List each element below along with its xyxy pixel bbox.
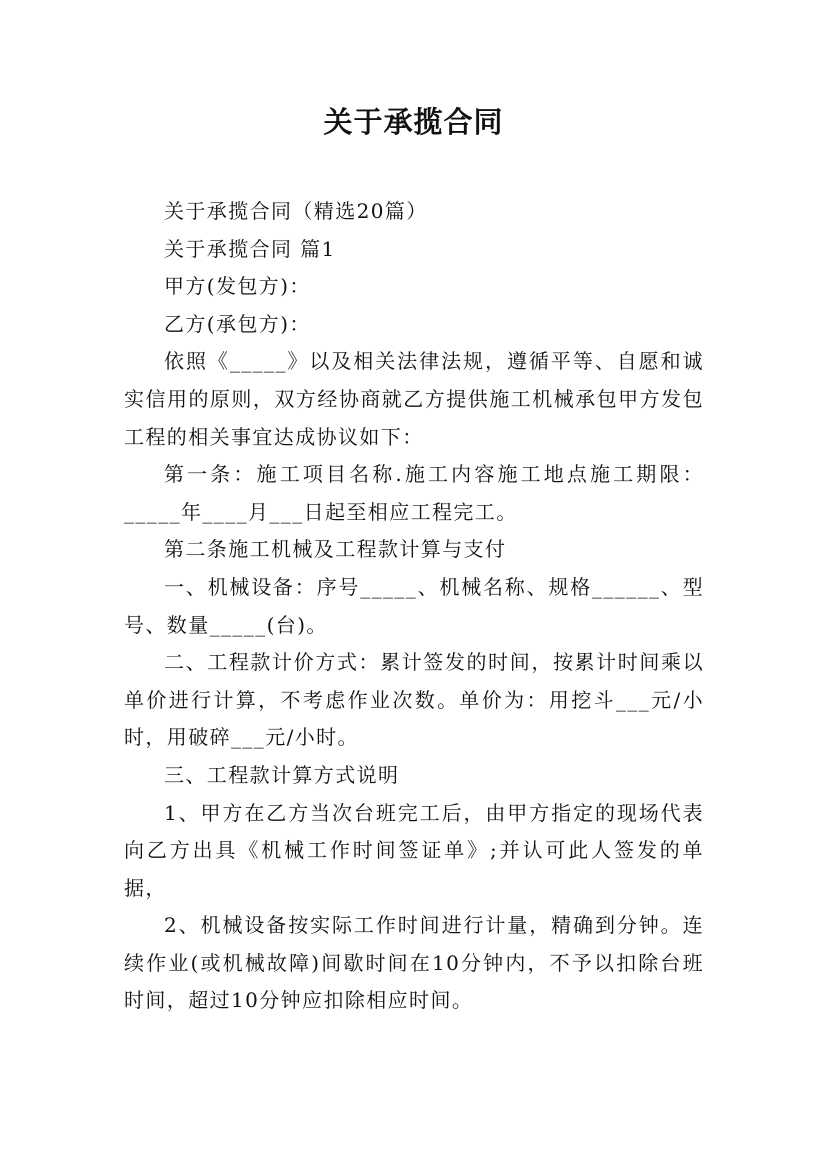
- paragraph-preamble: 依照《_____》以及相关法律法规，遵循平等、自愿和诚实信用的原则，双方经协商就乙方提供施工机械承包甲方发包工程的相关事宜达成协议如下：: [124, 349, 704, 449]
- paragraph-section-heading: 关于承揽合同 篇1: [164, 236, 336, 261]
- paragraph-item-3: 三、工程款计算方式说明: [164, 762, 400, 787]
- paragraph-clause-1: 1、甲方在乙方当次台班完工后，由甲方指定的现场代表向乙方出具《机械工作时间签证单》;并认可此人签发的单据，: [124, 800, 704, 900]
- paragraph-item-1: 一、机械设备：序号_____、机械名称、规格______、型号、数量_____(台)。: [124, 574, 704, 637]
- paragraph-clause-2: 2、机械设备按实际工作时间进行计量，精确到分钟。连续作业(或机械故障)间歇时间在10分钟内，不予以扣除台班时间，超过10分钟应扣除相应时间。: [124, 913, 704, 1013]
- paragraph-article-1: 第一条：施工项目名称.施工内容施工地点施工期限：_____年____月___日起至相应工程完工。: [124, 462, 704, 524]
- paragraph-party-a: 甲方(发包方)：: [164, 274, 311, 299]
- paragraph-subtitle: 关于承揽合同（精选20篇）: [164, 199, 428, 223]
- paragraph-item-2: 二、工程款计价方式：累计签发的时间，按累计时间乘以单价进行计算，不考虑作业次数。单价为：用挖斗___元/小时，用破碎___元/小时。: [124, 650, 704, 750]
- paragraph-article-2: 第二条施工机械及工程款计算与支付: [164, 537, 507, 562]
- document-title: 关于承揽合同: [323, 105, 504, 139]
- document-body: [124, 193, 704, 1020]
- paragraph-party-b: 乙方(承包方)：: [164, 311, 311, 336]
